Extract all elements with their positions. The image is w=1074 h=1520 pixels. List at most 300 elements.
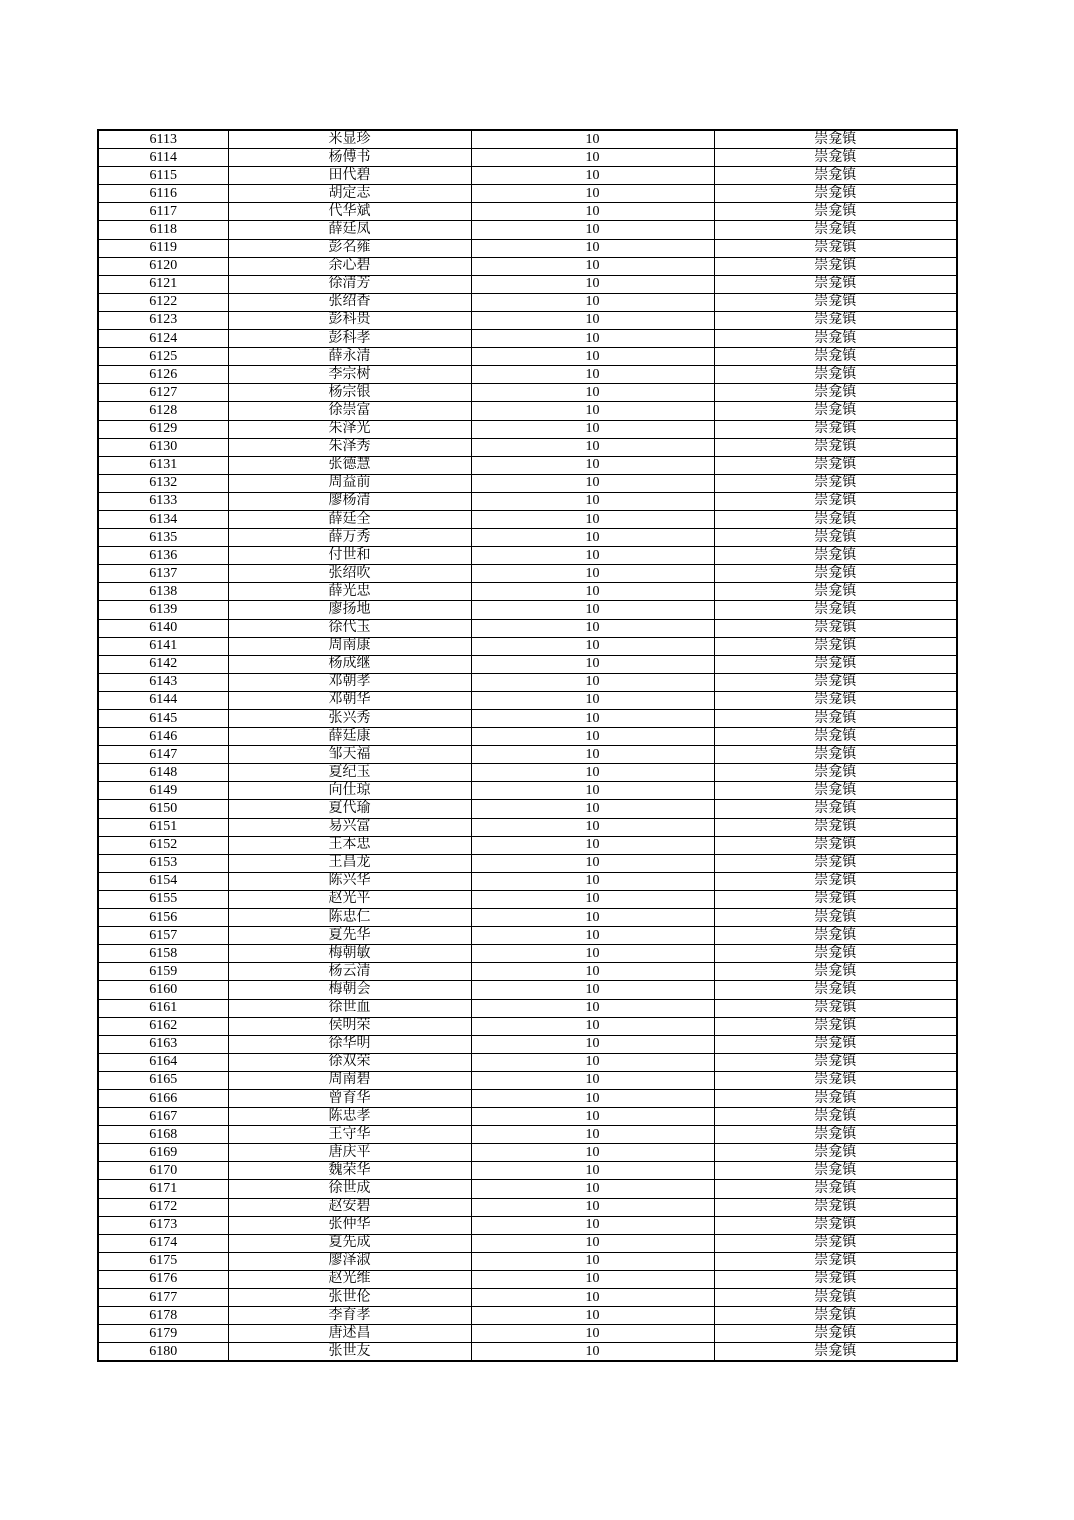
- table-row: [98, 348, 957, 366]
- cell-number: 6142: [98, 655, 228, 673]
- table-row: [98, 764, 957, 782]
- cell-name: 唐述昌: [228, 1325, 471, 1343]
- cell-name: 向仕琼: [228, 782, 471, 800]
- cell-name: 徐代玉: [228, 619, 471, 637]
- cell-name: 夏先成: [228, 1234, 471, 1252]
- cell-town: 崇龛镇: [714, 510, 957, 528]
- cell-town: 崇龛镇: [714, 185, 957, 203]
- table-row: [98, 1343, 957, 1362]
- cell-town: 崇龛镇: [714, 1126, 957, 1144]
- cell-amount: 10: [471, 673, 714, 691]
- cell-number: 6139: [98, 601, 228, 619]
- cell-amount: 10: [471, 167, 714, 185]
- cell-town: 崇龛镇: [714, 1325, 957, 1343]
- table-row: [98, 673, 957, 691]
- table-row: [98, 492, 957, 510]
- cell-amount: 10: [471, 836, 714, 854]
- cell-name: 杨成继: [228, 655, 471, 673]
- cell-town: 崇龛镇: [714, 311, 957, 329]
- table-row: [98, 529, 957, 547]
- cell-amount: 10: [471, 1180, 714, 1198]
- cell-number: 6176: [98, 1270, 228, 1288]
- table-row: [98, 420, 957, 438]
- table-row: [98, 275, 957, 293]
- table-row: [98, 818, 957, 836]
- cell-town: 崇龛镇: [714, 384, 957, 402]
- cell-name: 徐双荣: [228, 1053, 471, 1071]
- table-row: [98, 167, 957, 185]
- cell-name: 赵光维: [228, 1270, 471, 1288]
- table-row: [98, 1180, 957, 1198]
- table-row: [98, 800, 957, 818]
- cell-town: 崇龛镇: [714, 402, 957, 420]
- table-row: [98, 655, 957, 673]
- table-row: [98, 691, 957, 709]
- cell-name: 唐庆平: [228, 1144, 471, 1162]
- data-table: [97, 129, 958, 1362]
- cell-town: 崇龛镇: [714, 710, 957, 728]
- cell-number: 6135: [98, 529, 228, 547]
- cell-amount: 10: [471, 728, 714, 746]
- table-row: [98, 601, 957, 619]
- cell-number: 6158: [98, 945, 228, 963]
- cell-number: 6163: [98, 1035, 228, 1053]
- cell-amount: 10: [471, 1198, 714, 1216]
- cell-town: 崇龛镇: [714, 691, 957, 709]
- cell-name: 薛廷康: [228, 728, 471, 746]
- cell-amount: 10: [471, 1144, 714, 1162]
- cell-town: 崇龛镇: [714, 149, 957, 167]
- table-row: [98, 1162, 957, 1180]
- table-row: [98, 438, 957, 456]
- cell-town: 崇龛镇: [714, 909, 957, 927]
- cell-amount: 10: [471, 655, 714, 673]
- table-row: [98, 619, 957, 637]
- cell-number: 6113: [98, 130, 228, 149]
- cell-amount: 10: [471, 800, 714, 818]
- cell-amount: 10: [471, 402, 714, 420]
- cell-number: 6124: [98, 330, 228, 348]
- cell-amount: 10: [471, 981, 714, 999]
- table-row: [98, 909, 957, 927]
- cell-town: 崇龛镇: [714, 456, 957, 474]
- table-row: [98, 1234, 957, 1252]
- cell-name: 赵安碧: [228, 1198, 471, 1216]
- cell-amount: 10: [471, 818, 714, 836]
- cell-name: 周南碧: [228, 1071, 471, 1089]
- cell-amount: 10: [471, 909, 714, 927]
- cell-name: 邓朝华: [228, 691, 471, 709]
- cell-amount: 10: [471, 384, 714, 402]
- cell-amount: 10: [471, 637, 714, 655]
- cell-amount: 10: [471, 492, 714, 510]
- cell-town: 崇龛镇: [714, 1108, 957, 1126]
- table-row: [98, 1325, 957, 1343]
- cell-amount: 10: [471, 149, 714, 167]
- cell-name: 张世伦: [228, 1289, 471, 1307]
- cell-town: 崇龛镇: [714, 348, 957, 366]
- cell-amount: 10: [471, 1017, 714, 1035]
- cell-name: 邓朝孝: [228, 673, 471, 691]
- cell-name: 徐世成: [228, 1180, 471, 1198]
- cell-number: 6148: [98, 764, 228, 782]
- cell-town: 崇龛镇: [714, 619, 957, 637]
- table-row: [98, 1089, 957, 1107]
- cell-number: 6122: [98, 293, 228, 311]
- cell-amount: 10: [471, 510, 714, 528]
- cell-town: 崇龛镇: [714, 746, 957, 764]
- cell-name: 徐世血: [228, 999, 471, 1017]
- cell-number: 6156: [98, 909, 228, 927]
- cell-number: 6119: [98, 239, 228, 257]
- cell-amount: 10: [471, 366, 714, 384]
- cell-number: 6144: [98, 691, 228, 709]
- cell-number: 6114: [98, 149, 228, 167]
- cell-town: 崇龛镇: [714, 438, 957, 456]
- table-row: [98, 1216, 957, 1234]
- cell-number: 6180: [98, 1343, 228, 1362]
- cell-amount: 10: [471, 1216, 714, 1234]
- cell-number: 6175: [98, 1252, 228, 1270]
- cell-town: 崇龛镇: [714, 1198, 957, 1216]
- cell-number: 6154: [98, 872, 228, 890]
- table-row: [98, 1071, 957, 1089]
- cell-name: 曾育华: [228, 1089, 471, 1107]
- cell-name: 徐崇富: [228, 402, 471, 420]
- cell-amount: 10: [471, 330, 714, 348]
- cell-name: 付世和: [228, 547, 471, 565]
- cell-number: 6134: [98, 510, 228, 528]
- cell-town: 崇龛镇: [714, 601, 957, 619]
- cell-town: 崇龛镇: [714, 1053, 957, 1071]
- cell-number: 6174: [98, 1234, 228, 1252]
- cell-name: 易兴富: [228, 818, 471, 836]
- cell-amount: 10: [471, 1053, 714, 1071]
- cell-town: 崇龛镇: [714, 167, 957, 185]
- cell-name: 张德慧: [228, 456, 471, 474]
- cell-town: 崇龛镇: [714, 1180, 957, 1198]
- cell-number: 6169: [98, 1144, 228, 1162]
- cell-town: 崇龛镇: [714, 420, 957, 438]
- cell-name: 田代碧: [228, 167, 471, 185]
- table-row: [98, 293, 957, 311]
- cell-number: 6172: [98, 1198, 228, 1216]
- table-row: [98, 583, 957, 601]
- cell-amount: 10: [471, 710, 714, 728]
- cell-town: 崇龛镇: [714, 673, 957, 691]
- cell-name: 徐华明: [228, 1035, 471, 1053]
- cell-town: 崇龛镇: [714, 728, 957, 746]
- cell-number: 6141: [98, 637, 228, 655]
- cell-name: 廖杨清: [228, 492, 471, 510]
- table-row: [98, 1289, 957, 1307]
- table-row: [98, 728, 957, 746]
- cell-name: 周益前: [228, 474, 471, 492]
- cell-town: 崇龛镇: [714, 764, 957, 782]
- cell-town: 崇龛镇: [714, 637, 957, 655]
- cell-amount: 10: [471, 257, 714, 275]
- cell-name: 陈兴华: [228, 872, 471, 890]
- cell-amount: 10: [471, 1162, 714, 1180]
- cell-amount: 10: [471, 130, 714, 149]
- table-row: [98, 402, 957, 420]
- cell-number: 6167: [98, 1108, 228, 1126]
- cell-name: 张绍香: [228, 293, 471, 311]
- cell-name: 陈忠仁: [228, 909, 471, 927]
- cell-amount: 10: [471, 1234, 714, 1252]
- cell-town: 崇龛镇: [714, 1071, 957, 1089]
- cell-number: 6150: [98, 800, 228, 818]
- cell-amount: 10: [471, 1126, 714, 1144]
- cell-name: 张兴秀: [228, 710, 471, 728]
- cell-town: 崇龛镇: [714, 890, 957, 908]
- cell-name: 朱泽光: [228, 420, 471, 438]
- cell-number: 6129: [98, 420, 228, 438]
- table-row: [98, 890, 957, 908]
- cell-town: 崇龛镇: [714, 854, 957, 872]
- cell-number: 6126: [98, 366, 228, 384]
- table-row: [98, 384, 957, 402]
- cell-amount: 10: [471, 275, 714, 293]
- table-row: [98, 927, 957, 945]
- cell-name: 朱泽秀: [228, 438, 471, 456]
- cell-name: 薛廷全: [228, 510, 471, 528]
- table-row: [98, 1035, 957, 1053]
- cell-name: 杨宗银: [228, 384, 471, 402]
- cell-town: 崇龛镇: [714, 474, 957, 492]
- cell-number: 6146: [98, 728, 228, 746]
- cell-name: 张仲华: [228, 1216, 471, 1234]
- cell-amount: 10: [471, 1343, 714, 1362]
- cell-name: 彭名雍: [228, 239, 471, 257]
- cell-amount: 10: [471, 547, 714, 565]
- table-row: [98, 1270, 957, 1288]
- cell-town: 崇龛镇: [714, 1162, 957, 1180]
- cell-amount: 10: [471, 239, 714, 257]
- cell-town: 崇龛镇: [714, 981, 957, 999]
- cell-name: 李育孝: [228, 1307, 471, 1325]
- cell-amount: 10: [471, 1307, 714, 1325]
- cell-amount: 10: [471, 565, 714, 583]
- cell-amount: 10: [471, 1108, 714, 1126]
- cell-name: 王昌龙: [228, 854, 471, 872]
- cell-amount: 10: [471, 1035, 714, 1053]
- cell-town: 崇龛镇: [714, 239, 957, 257]
- cell-name: 薛永清: [228, 348, 471, 366]
- cell-number: 6117: [98, 203, 228, 221]
- cell-name: 廖扬地: [228, 601, 471, 619]
- cell-number: 6137: [98, 565, 228, 583]
- cell-town: 崇龛镇: [714, 203, 957, 221]
- cell-name: 代华斌: [228, 203, 471, 221]
- table-row: [98, 366, 957, 384]
- table-row: [98, 1198, 957, 1216]
- cell-name: 夏纪玉: [228, 764, 471, 782]
- cell-amount: 10: [471, 691, 714, 709]
- cell-name: 薛万秀: [228, 529, 471, 547]
- cell-amount: 10: [471, 529, 714, 547]
- cell-number: 6130: [98, 438, 228, 456]
- cell-number: 6121: [98, 275, 228, 293]
- cell-town: 崇龛镇: [714, 1289, 957, 1307]
- cell-name: 杨傅书: [228, 149, 471, 167]
- cell-town: 崇龛镇: [714, 366, 957, 384]
- cell-name: 徐清芳: [228, 275, 471, 293]
- cell-number: 6157: [98, 927, 228, 945]
- cell-name: 廖泽淑: [228, 1252, 471, 1270]
- table-row: [98, 239, 957, 257]
- table-row: [98, 963, 957, 981]
- cell-number: 6152: [98, 836, 228, 854]
- cell-amount: 10: [471, 348, 714, 366]
- cell-number: 6159: [98, 963, 228, 981]
- cell-name: 王本忠: [228, 836, 471, 854]
- cell-number: 6149: [98, 782, 228, 800]
- cell-number: 6115: [98, 167, 228, 185]
- table-row: [98, 221, 957, 239]
- table-row: [98, 203, 957, 221]
- cell-town: 崇龛镇: [714, 130, 957, 149]
- cell-name: 米显珍: [228, 130, 471, 149]
- cell-name: 胡定志: [228, 185, 471, 203]
- cell-number: 6160: [98, 981, 228, 999]
- table-row: [98, 782, 957, 800]
- cell-town: 崇龛镇: [714, 800, 957, 818]
- cell-name: 张世友: [228, 1343, 471, 1362]
- cell-amount: 10: [471, 945, 714, 963]
- cell-number: 6127: [98, 384, 228, 402]
- cell-town: 崇龛镇: [714, 565, 957, 583]
- cell-town: 崇龛镇: [714, 330, 957, 348]
- table-row: [98, 836, 957, 854]
- table-row: [98, 149, 957, 167]
- cell-amount: 10: [471, 438, 714, 456]
- cell-town: 崇龛镇: [714, 1035, 957, 1053]
- cell-town: 崇龛镇: [714, 1234, 957, 1252]
- cell-name: 赵光平: [228, 890, 471, 908]
- table-row: [98, 854, 957, 872]
- table-row: [98, 1053, 957, 1071]
- cell-name: 薛廷凤: [228, 221, 471, 239]
- table-row: [98, 1108, 957, 1126]
- cell-number: 6179: [98, 1325, 228, 1343]
- cell-town: 崇龛镇: [714, 275, 957, 293]
- cell-name: 梅朝会: [228, 981, 471, 999]
- cell-town: 崇龛镇: [714, 836, 957, 854]
- cell-amount: 10: [471, 782, 714, 800]
- cell-name: 余心碧: [228, 257, 471, 275]
- cell-amount: 10: [471, 890, 714, 908]
- cell-number: 6171: [98, 1180, 228, 1198]
- cell-name: 李宗树: [228, 366, 471, 384]
- table-row: [98, 872, 957, 890]
- cell-number: 6151: [98, 818, 228, 836]
- cell-amount: 10: [471, 185, 714, 203]
- cell-number: 6161: [98, 999, 228, 1017]
- cell-number: 6162: [98, 1017, 228, 1035]
- cell-town: 崇龛镇: [714, 927, 957, 945]
- cell-number: 6136: [98, 547, 228, 565]
- table-row: [98, 330, 957, 348]
- cell-name: 周南康: [228, 637, 471, 655]
- cell-amount: 10: [471, 203, 714, 221]
- table-row: [98, 710, 957, 728]
- cell-name: 王守华: [228, 1126, 471, 1144]
- cell-name: 夏先华: [228, 927, 471, 945]
- cell-number: 6143: [98, 673, 228, 691]
- cell-number: 6165: [98, 1071, 228, 1089]
- cell-town: 崇龛镇: [714, 1252, 957, 1270]
- cell-town: 崇龛镇: [714, 1307, 957, 1325]
- cell-amount: 10: [471, 619, 714, 637]
- cell-amount: 10: [471, 963, 714, 981]
- cell-town: 崇龛镇: [714, 818, 957, 836]
- cell-town: 崇龛镇: [714, 1343, 957, 1362]
- table-row: [98, 1126, 957, 1144]
- cell-town: 崇龛镇: [714, 547, 957, 565]
- cell-number: 6138: [98, 583, 228, 601]
- cell-name: 侯明荣: [228, 1017, 471, 1035]
- cell-name: 邹天福: [228, 746, 471, 764]
- cell-town: 崇龛镇: [714, 221, 957, 239]
- cell-amount: 10: [471, 1289, 714, 1307]
- cell-amount: 10: [471, 999, 714, 1017]
- cell-amount: 10: [471, 583, 714, 601]
- cell-number: 6118: [98, 221, 228, 239]
- table-row: [98, 945, 957, 963]
- table-row: [98, 456, 957, 474]
- cell-amount: 10: [471, 927, 714, 945]
- table-row: [98, 1017, 957, 1035]
- cell-town: 崇龛镇: [714, 945, 957, 963]
- cell-number: 6132: [98, 474, 228, 492]
- cell-number: 6128: [98, 402, 228, 420]
- cell-town: 崇龛镇: [714, 1216, 957, 1234]
- cell-amount: 10: [471, 1325, 714, 1343]
- cell-number: 6153: [98, 854, 228, 872]
- cell-number: 6120: [98, 257, 228, 275]
- cell-town: 崇龛镇: [714, 782, 957, 800]
- cell-town: 崇龛镇: [714, 1144, 957, 1162]
- cell-amount: 10: [471, 1071, 714, 1089]
- cell-amount: 10: [471, 872, 714, 890]
- table-row: [98, 510, 957, 528]
- cell-amount: 10: [471, 456, 714, 474]
- cell-number: 6140: [98, 619, 228, 637]
- cell-number: 6168: [98, 1126, 228, 1144]
- table-row: [98, 474, 957, 492]
- cell-number: 6173: [98, 1216, 228, 1234]
- cell-town: 崇龛镇: [714, 257, 957, 275]
- cell-amount: 10: [471, 293, 714, 311]
- cell-town: 崇龛镇: [714, 1089, 957, 1107]
- cell-town: 崇龛镇: [714, 583, 957, 601]
- cell-town: 崇龛镇: [714, 293, 957, 311]
- cell-town: 崇龛镇: [714, 492, 957, 510]
- table-row: [98, 1144, 957, 1162]
- cell-town: 崇龛镇: [714, 872, 957, 890]
- cell-name: 魏荣华: [228, 1162, 471, 1180]
- cell-name: 彭科贵: [228, 311, 471, 329]
- table-row: [98, 746, 957, 764]
- cell-amount: 10: [471, 474, 714, 492]
- cell-amount: 10: [471, 601, 714, 619]
- cell-number: 6155: [98, 890, 228, 908]
- cell-number: 6170: [98, 1162, 228, 1180]
- cell-name: 夏代瑜: [228, 800, 471, 818]
- table-row: [98, 547, 957, 565]
- cell-name: 薛光忠: [228, 583, 471, 601]
